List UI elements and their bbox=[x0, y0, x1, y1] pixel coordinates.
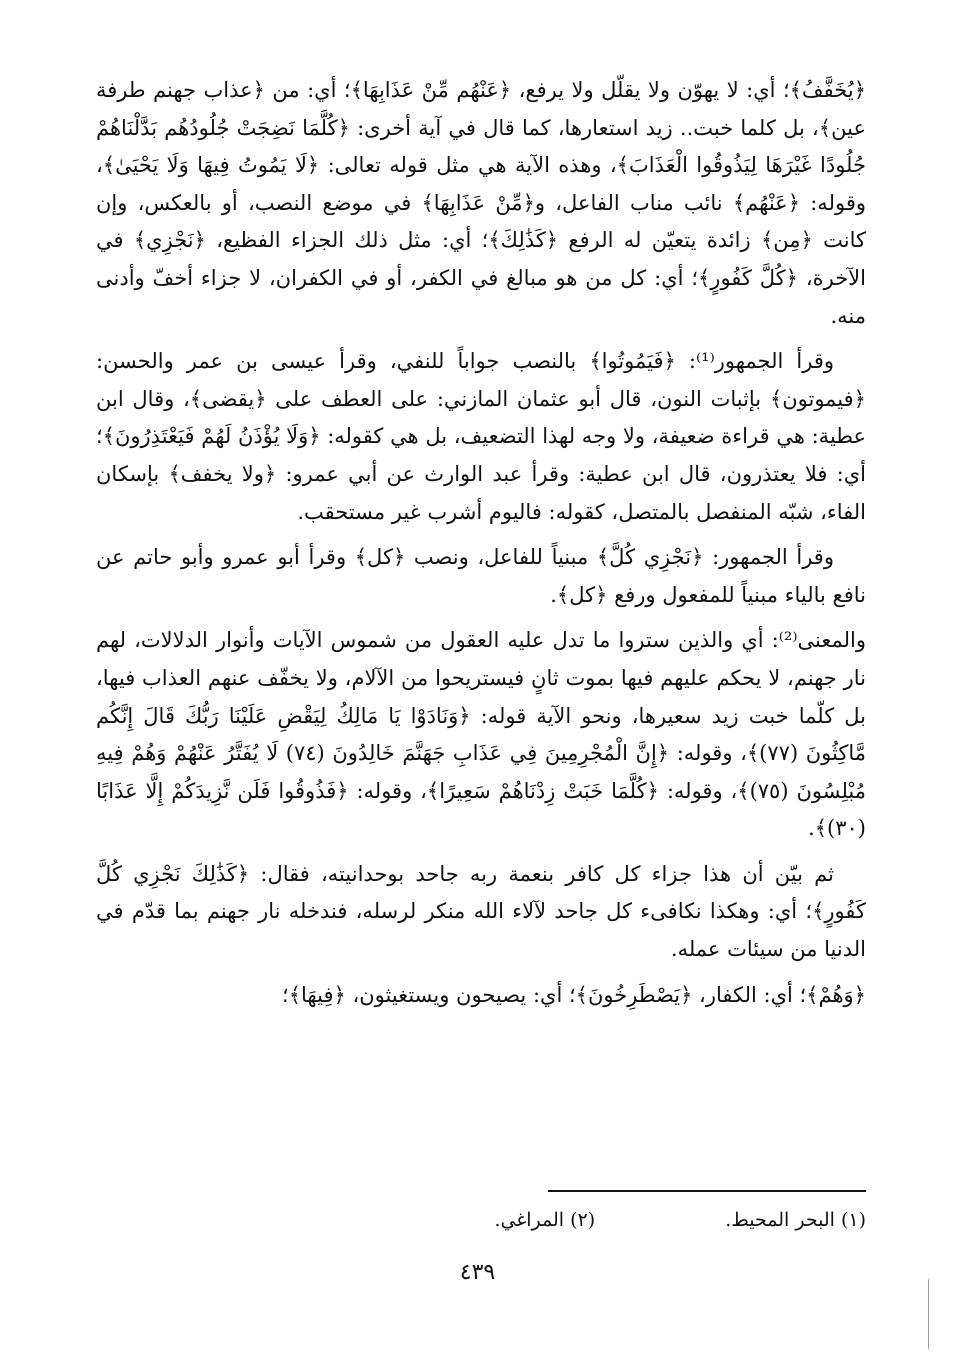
paragraph-2: وقرأ الجمهور⁽¹⁾: ﴿فَيَمُوتُوا﴾ بالنصب جواباً للنفي، وقرأ عيسى بن عمر والحسن: ﴿فيموتون﴾ بإثبات النون، قال أبو عثمان المازني: على العطف على ﴿يقضى﴾، وقال ابن عطية: هي قراءة ضعيفة، ولا وجه لهذا التضعيف، بل هي كقوله: ﴿وَلَا يُؤْذَنُ لَهُمْ فَيَعْتَذِرُونَ﴾؛ أي: فلا يعتذرون، قال ابن عطية: وقرأ عبد الوارث عن أبي عمرو: ﴿ولا يخفف﴾ بإسكان الفاء، شبّه المنفصل بالمتصل، كقوله: فاليوم أشرب غير مستحقب. bbox=[96, 349, 866, 524]
footnote-2: (٢) المراغي. bbox=[494, 1209, 596, 1231]
footnote-1: (١) البحر المحيط. bbox=[725, 1209, 866, 1231]
paragraph-1: ﴿يُخَفَّفُ﴾؛ أي: لا يهوّن ولا يقلّل ولا يرفع، ﴿عَنْهُم مِّنْ عَذَابِهَا﴾؛ أي: من ﴿عذاب جهنم طرفة عين﴾، بل كلما خبت.. زيد استعارها، كما قال في آية أخرى: ﴿كُلَّمَا نَضِجَتْ جُلُودُهُم بَدَّلْنَاهُمْ جُلُودًا غَيْرَهَا لِيَذُوقُوا الْعَذَابَ﴾، وهذه الآية هي مثل قوله تعالى: ﴿لَا يَمُوتُ فِيهَا وَلَا يَحْيَىٰ﴾، وقوله: ﴿عَنْهُم﴾ نائب مناب الفاعل، و﴿مِّنْ عَذَابِهَا﴾ في موضع النصب، أو بالعكس، وإن كانت ﴿مِن﴾ زائدة يتعيّن له الرفع ﴿كَذَٰلِكَ﴾؛ أي: مثل ذلك الجزاء الفظيع، ﴿نَجْزِي﴾ في الآخرة، ﴿كُلَّ كَفُورٍ﴾؛ أي: كل من هو مبالغ في الكفر، أو في الكفران، لا جزاء أخفّ وأدنى منه. bbox=[96, 78, 866, 328]
footnotes bbox=[266, 1206, 866, 1234]
paragraph-4: والمعنى⁽²⁾: أي والذين ستروا ما تدل عليه العقول من شموس الآيات وأنوار الدلالات، لهم نار جهنم، لا يحكم عليهم فيها بموت ثانٍ فيستريحوا من الآلام، ولا يخفّف عنهم العذاب فيها، بل كلّما خبت زيد سعيرها، ونحو الآية قوله: ﴿وَنَادَوْا يَا مَالِكُ لِيَقْضِ عَلَيْنَا رَبُّكَ قَالَ إِنَّكُم مَّاكِثُونَ (٧٧)﴾، وقوله: ﴿إِنَّ الْمُجْرِمِينَ فِي عَذَابِ جَهَنَّمَ خَالِدُونَ (٧٤) لَا يُفَتَّرُ عَنْهُمْ وَهُمْ فِيهِ مُبْلِسُونَ (٧٥)﴾، وقوله: ﴿كُلَّمَا خَبَتْ زِدْنَاهُمْ سَعِيرًا﴾، وقوله: ﴿فَذُوقُوا فَلَن نَّزِيدَكُمْ إِلَّا عَذَابًا (٣٠)﴾. bbox=[96, 628, 866, 841]
footnote-divider bbox=[548, 1190, 866, 1192]
page-body bbox=[96, 72, 866, 1022]
margin-mark bbox=[928, 1278, 933, 1350]
paragraph-5: ثم بيّن أن هذا جزاء كل كافر بنعمة ربه جاحد بوحدانيته، فقال: ﴿كَذَٰلِكَ نَجْزِي كُلَّ كَفُورٍ﴾؛ أي: وهكذا نكافىء كل جاحد لآلاء الله منكر لرسله، فندخله نار جهنم بما قدّم في الدنيا من سيئات عمله. bbox=[96, 861, 866, 962]
page-number: ٤٣٩ bbox=[459, 1260, 496, 1285]
paragraph-6: ﴿وَهُمْ﴾؛ أي: الكفار، ﴿يَصْطَرِخُونَ﴾؛ أي: يصيحون ويستغيثون، ﴿فِيهَا﴾؛ bbox=[282, 982, 866, 1007]
paragraph-3: وقرأ الجمهور: ﴿نَجْزِي كُلَّ﴾ مبنياً للفاعل، ونصب ﴿كل﴾ وقرأ أبو عمرو وأبو حاتم عن نافع بالياء مبنياً للمفعول ورفع ﴿كل﴾. bbox=[96, 545, 866, 607]
